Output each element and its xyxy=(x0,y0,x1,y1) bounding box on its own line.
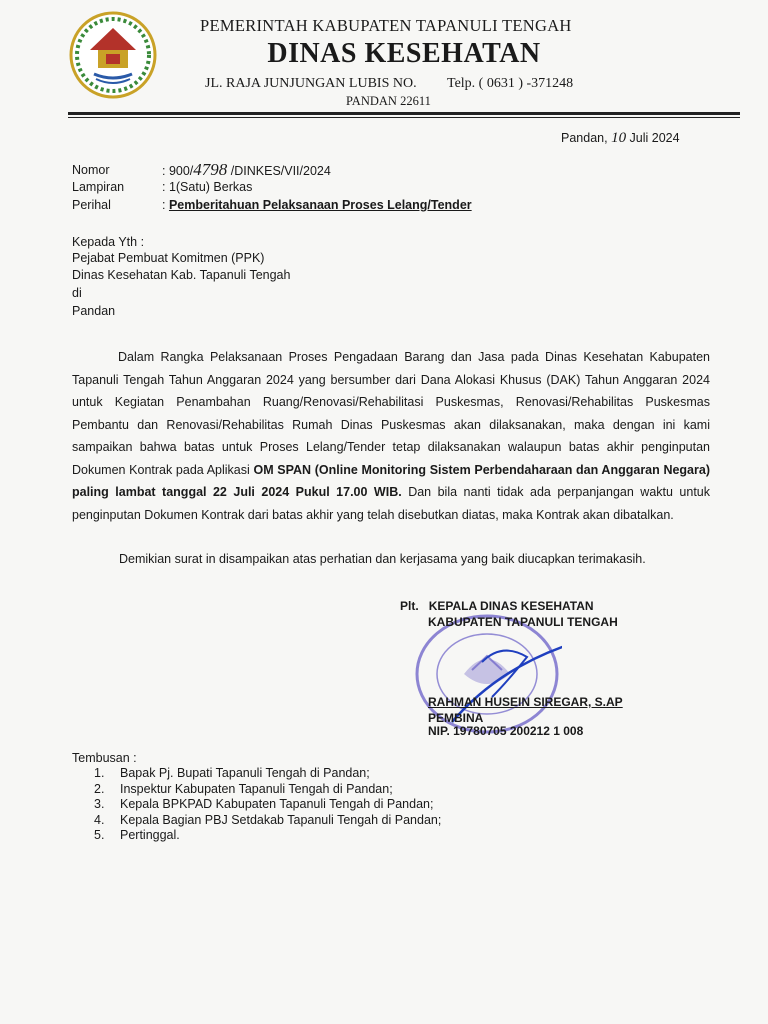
lampiran-value: : 1(Satu) Berkas xyxy=(162,180,253,194)
government-name: PEMERINTAH KABUPATEN TAPANULI TENGAH xyxy=(200,16,572,35)
list-item: 2. Inspektur Kabupaten Tapanuli Tengah di Pandan; xyxy=(94,781,393,796)
body-text-2: Dan bila nanti tidak ada perpanjangan waktu untuk penginputan Dokumen Kontrak dari batas akhir yang telah disebutkan diatas, maka Kontrak akan dibatalkan. xyxy=(72,485,711,522)
recipient-line-1: Pejabat Pembuat Komitmen (PPK) xyxy=(72,251,265,265)
body-paragraph xyxy=(72,346,710,526)
list-item: 5. Pertinggal. xyxy=(94,828,180,842)
perihal-subject: Pemberitahuan Pelaksanaan Proses Lelang/Tender xyxy=(168,198,472,212)
office-city: PANDAN 22611 xyxy=(346,94,431,108)
perihal-value xyxy=(162,198,472,212)
signature-title-2: KABUPATEN TAPANULI TENGAH xyxy=(428,615,618,629)
signatory-name: RAHMAN HUSEIN SIREGAR, S.AP xyxy=(428,695,623,709)
closing-sentence: Demikian surat in disampaikan atas perhatian dan kerjasama yang baik diucapkan terimakasih. xyxy=(119,552,646,566)
perihal-label: Perihal xyxy=(72,198,111,212)
list-item: 1. Bapak Pj. Bupati Tapanuli Tengah di Pandan; xyxy=(94,766,370,780)
body-text-bold: OM SPAN (Online Monitoring Sistem Perbendaharaan dan Anggaran Negara) paling lambat tanggal 22 Juli 2024 Pukul 17.00 WIB. xyxy=(72,462,710,499)
recipient-salutation: Kepada Yth : xyxy=(72,235,145,249)
perihal-colon: : xyxy=(162,198,166,212)
letter-date xyxy=(561,130,680,147)
tembusan-label: Tembusan : xyxy=(72,751,137,765)
nomor-prefix: : 900/ xyxy=(162,164,194,178)
office-phone: Telp. ( 0631 ) -371248 xyxy=(447,76,574,91)
lampiran-label: Lampiran xyxy=(72,180,125,194)
date-month-year: Juli 2024 xyxy=(629,131,680,145)
signatory-nip: NIP. 19780705 200212 1 008 xyxy=(428,724,584,738)
tembusan-list xyxy=(94,766,441,844)
nomor-suffix: /DINKES/VII/2024 xyxy=(230,164,331,178)
nomor-handwritten: 4798 xyxy=(193,160,228,179)
date-place: Pandan, xyxy=(561,131,608,145)
list-item: 4. Kepala Bagian PBJ Setdakab Tapanuli Tengah di Pandan; xyxy=(94,812,442,827)
nomor-label: Nomor xyxy=(72,163,110,177)
date-day-handwritten: 10 xyxy=(611,130,627,146)
signature-title-1 xyxy=(400,599,594,613)
recipient-line-4: Pandan xyxy=(72,304,116,318)
signature-prefix: Plt. xyxy=(400,599,419,613)
letterhead-rule-thin xyxy=(68,117,740,118)
recipient-line-2: Dinas Kesehatan Kab. Tapanuli Tengah xyxy=(72,268,291,282)
list-item: 3. Kepala BPKPAD Kabupaten Tapanuli Tengah di Pandan; xyxy=(94,797,434,811)
body-text-1: Dalam Rangka Pelaksanaan Proses Pengadaan Barang dan Jasa pada Dinas Kesehatan Kabupaten Tapanuli Tengah Tahun Anggaran 2024 yang bersumber dari Dana Alokasi Khusus (DAK) Tahun Anggaran 2024 untuk Kegiatan Penambahan Ruang/Renovasi/Rehabilitasi Puskesmas, Renovasi/Rehabilitas Puskesmas Pembantu dan Renovasi/Rehabilitas Rumah Dinas Puskesmas akan dilaksanakan, maka dengan ini kami sampaikan bahwa batas untuk Proses Lelang/Tender tetap dilaksanakan walaupun batas akhir penginputan Dokumen Kontrak pada Aplikasi xyxy=(72,350,710,477)
letterhead-rule-thick xyxy=(68,112,740,115)
office-address: JL. RAJA JUNJUNGAN LUBIS NO. xyxy=(205,76,417,91)
signatory-rank: PEMBINA xyxy=(428,711,484,725)
department-name: DINAS KESEHATAN xyxy=(267,38,541,69)
signature-office: KEPALA DINAS KESEHATAN xyxy=(428,599,594,613)
recipient-line-3: di xyxy=(72,286,82,300)
nomor-value xyxy=(162,160,331,180)
